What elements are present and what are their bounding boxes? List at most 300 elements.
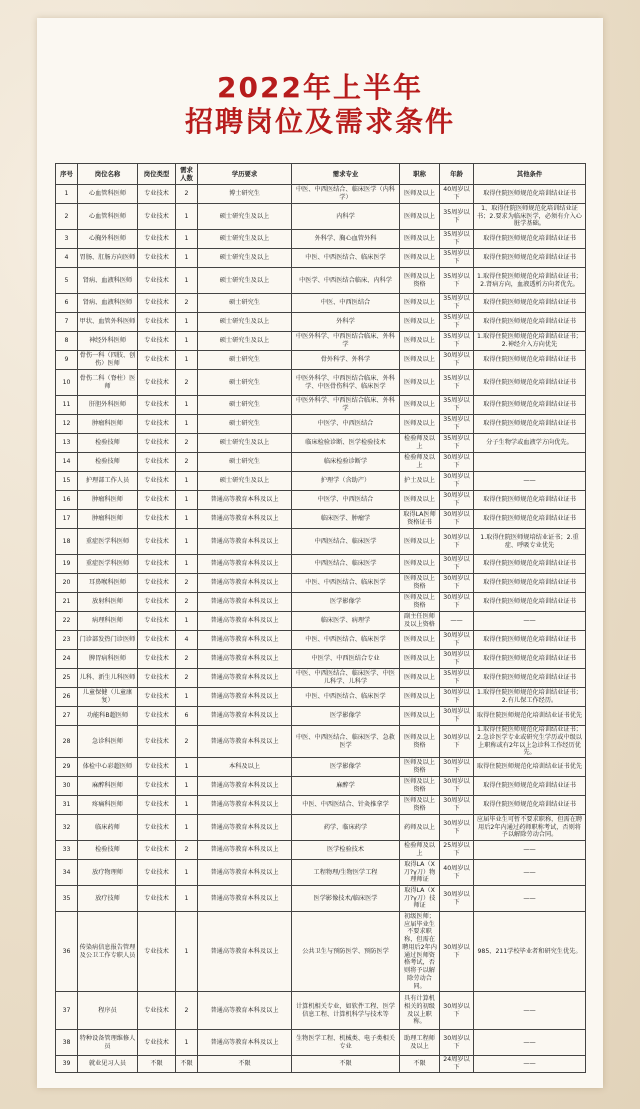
table-cell: 取得住院医师规范化培训结业证书	[474, 510, 586, 529]
table-cell: 儿科、新生儿科医师	[78, 669, 138, 688]
table-cell: 医师及以上资格	[400, 574, 440, 593]
table-cell: 2	[176, 434, 198, 453]
table-cell: 取得住院医师规范化培训结业证书	[474, 650, 586, 669]
table-cell: 不限	[198, 1056, 292, 1073]
table-cell: 医师及以上	[400, 707, 440, 726]
table-cell: 普通高等教育本科及以上	[198, 491, 292, 510]
table-cell: 24	[56, 650, 78, 669]
table-cell: 医师及以上资格	[400, 726, 440, 758]
table-cell: 普通高等教育本科及以上	[198, 631, 292, 650]
table-cell: 放疗技师	[78, 886, 138, 912]
table-row	[56, 453, 586, 472]
table-cell: 医师及以上	[400, 491, 440, 510]
table-cell: 35周岁以下	[440, 313, 474, 332]
table-cell: 医师及以上	[400, 631, 440, 650]
table-cell: ——	[474, 886, 586, 912]
table-cell: 专业技术	[138, 612, 176, 631]
table-cell: 30周岁以下	[440, 886, 474, 912]
table-cell: 1.取得住院医师规培结业证书；2.重症、呼吸专业优先	[474, 529, 586, 555]
table-row	[56, 555, 586, 574]
table-cell: 中医、中西医结合、临床医学	[292, 631, 400, 650]
table-cell: 医师及以上	[400, 185, 440, 204]
table-body	[56, 185, 586, 1073]
table-cell: 硕士研究生及以上	[198, 472, 292, 491]
table-cell: 35周岁以下	[440, 434, 474, 453]
table-cell: 1.取得住院医师规范化培训结业证书；2.肾病方向，血液透析方向者优先。	[474, 268, 586, 294]
table-cell: 34	[56, 860, 78, 886]
table-cell: 专业技术	[138, 510, 176, 529]
table-cell: 临床医学、病理学	[292, 612, 400, 631]
table-row	[56, 332, 586, 351]
table-cell: 1	[176, 688, 198, 707]
table-cell: 临床检验诊断学	[292, 453, 400, 472]
table-row	[56, 796, 586, 815]
table-cell: 专业技术	[138, 249, 176, 268]
table-cell: 普通高等教育本科及以上	[198, 612, 292, 631]
table-cell: 35周岁以下	[440, 396, 474, 415]
table-row	[56, 593, 586, 612]
table-cell: 计算机相关专业，如软件工程、医学信息工程、计算机科学与技术等	[292, 992, 400, 1030]
table-cell: 专业技术	[138, 650, 176, 669]
table-cell: 2	[56, 204, 78, 230]
table-row	[56, 777, 586, 796]
table-cell: ——	[440, 612, 474, 631]
table-cell: 1	[176, 612, 198, 631]
table-cell: 普通高等教育本科及以上	[198, 574, 292, 593]
table-cell: 硕士研究生及以上	[198, 249, 292, 268]
table-cell: 7	[56, 313, 78, 332]
table-cell: 1	[176, 249, 198, 268]
table-cell: 中医、中西医结合、临床医学、急救医学	[292, 726, 400, 758]
table-cell: 功能科B超医师	[78, 707, 138, 726]
table-cell: 中医、中西医结合、针灸推拿学	[292, 796, 400, 815]
table-cell: 特种设备管理维修人员	[78, 1030, 138, 1056]
table-cell: 1	[176, 230, 198, 249]
table-cell: 耳鼻喉科医师	[78, 574, 138, 593]
table-cell: 硕士研究生	[198, 453, 292, 472]
table-cell: 心血管科医师	[78, 204, 138, 230]
table-cell: 中医学、中西医结合	[292, 415, 400, 434]
table-cell: 38	[56, 1030, 78, 1056]
table-cell: 医师及以上资格	[400, 593, 440, 612]
table-cell: 专业技术	[138, 230, 176, 249]
table-cell: 硕士研究生及以上	[198, 204, 292, 230]
table-cell: 取得住院医师规范化培训结业证书	[474, 294, 586, 313]
table-cell: 29	[56, 758, 78, 777]
table-cell: 检验技师	[78, 841, 138, 860]
table-cell: 骨伤二科（脊柱）医师	[78, 370, 138, 396]
table-row	[56, 841, 586, 860]
table-cell: 取得住院医师规范化培训结业证书	[474, 669, 586, 688]
page-title: 招聘岗位及需求条件	[184, 105, 455, 138]
table-cell: 硕士研究生	[198, 294, 292, 313]
table-row	[56, 1030, 586, 1056]
table-cell: 药师及以上	[400, 815, 440, 841]
table-cell: 不限	[138, 1056, 176, 1073]
table-cell: 硕士研究生及以上	[198, 313, 292, 332]
table-cell: 1	[176, 351, 198, 370]
table-cell: 40周岁以下	[440, 185, 474, 204]
table-cell: 20	[56, 574, 78, 593]
table-cell: 36	[56, 912, 78, 992]
table-row	[56, 612, 586, 631]
table-cell: 中医、中西医结合、临床医学	[292, 249, 400, 268]
table-cell: 硕士研究生	[198, 370, 292, 396]
table-cell: 30周岁以下	[440, 631, 474, 650]
table-cell: 专业技术	[138, 529, 176, 555]
table-cell: 硕士研究生及以上	[198, 434, 292, 453]
table-cell: 35周岁以下	[440, 669, 474, 688]
table-cell: 5	[56, 268, 78, 294]
table-cell: 4	[56, 249, 78, 268]
table-cell: 心血管科医师	[78, 185, 138, 204]
table-cell: 35周岁以下	[440, 332, 474, 351]
table-cell: 医师及以上	[400, 529, 440, 555]
table-cell: 985、211学校毕业者和研究生优先。	[474, 912, 586, 992]
table-cell: 30周岁以下	[440, 593, 474, 612]
table-cell: 中医、中西医结合、临床医学、中医儿科学、儿科学	[292, 669, 400, 688]
table-cell: 中医外科学、中西医结合临床、外科学、中医骨伤科学、临床医学	[292, 370, 400, 396]
table-cell: 专业技术	[138, 370, 176, 396]
table-cell: 6	[176, 707, 198, 726]
table-cell: 16	[56, 491, 78, 510]
table-cell: 护理学（含助产）	[292, 472, 400, 491]
table-cell: 1	[176, 268, 198, 294]
table-cell: 检验师及以上	[400, 841, 440, 860]
table-cell: ——	[474, 860, 586, 886]
table-cell: 医师及以上	[400, 650, 440, 669]
table-cell: 25	[56, 669, 78, 688]
table-cell: 2	[176, 593, 198, 612]
table-row	[56, 313, 586, 332]
table-cell: 具有计算机相关的初级及以上职称。	[400, 992, 440, 1030]
table-row	[56, 688, 586, 707]
table-cell: 专业技术	[138, 886, 176, 912]
table-cell: 1	[176, 912, 198, 992]
table-cell: 助理工程师及以上	[400, 1030, 440, 1056]
table-cell: 医师及以上	[400, 351, 440, 370]
table-row	[56, 249, 586, 268]
table-cell: 医师及以上	[400, 249, 440, 268]
table-cell: 普通高等教育本科及以上	[198, 886, 292, 912]
table-cell: 专业技术	[138, 669, 176, 688]
table-cell: 14	[56, 453, 78, 472]
table-cell: 2	[176, 453, 198, 472]
table-cell: 专业技术	[138, 491, 176, 510]
table-cell: 专业技术	[138, 726, 176, 758]
table-cell: 初级医师；应届毕业生不要求职称，但需在聘用后2年内通过医师资格考试，否则将予以解除劳动合同。	[400, 912, 440, 992]
table-row	[56, 370, 586, 396]
table-cell: 24周岁以下	[440, 1056, 474, 1073]
table-cell: 麻醉科医师	[78, 777, 138, 796]
table-cell: 取得住院医师规范化培训结业证书	[474, 370, 586, 396]
table-cell: 2	[176, 370, 198, 396]
table-cell: 40周岁以下	[440, 860, 474, 886]
table-cell: 1	[176, 204, 198, 230]
table-cell: 取得住院医师规范化培训结业证书	[474, 415, 586, 434]
table-cell: 18	[56, 529, 78, 555]
table-cell: 普通高等教育本科及以上	[198, 726, 292, 758]
table-cell: 取得LA医师资格证书	[400, 510, 440, 529]
table-cell: 35周岁以下	[440, 249, 474, 268]
table-cell: 专业技术	[138, 815, 176, 841]
table-cell: 中医、中西医结合、临床医学（内科学）	[292, 185, 400, 204]
table-cell: 不限	[176, 1056, 198, 1073]
table-cell: 医学影像技术/临床医学	[292, 886, 400, 912]
table-cell: 专业技术	[138, 434, 176, 453]
table-cell: 公共卫生与预防医学、预防医学	[292, 912, 400, 992]
table-cell: 硕士研究生	[198, 351, 292, 370]
table-cell: 2	[176, 992, 198, 1030]
table-cell: 30周岁以下	[440, 574, 474, 593]
table-cell: 病理科医师	[78, 612, 138, 631]
table-cell: 神经外科医师	[78, 332, 138, 351]
table-cell: 1	[176, 510, 198, 529]
table-cell: ——	[474, 472, 586, 491]
table-cell: 心胸外科医师	[78, 230, 138, 249]
table-cell: 分子生物学或血液学方向优先。	[474, 434, 586, 453]
table-cell: 肝胆外科医师	[78, 396, 138, 415]
table-cell: 2	[176, 650, 198, 669]
table-cell: 中医、中西医结合	[292, 294, 400, 313]
header-cell: 其他条件	[474, 164, 586, 185]
table-cell: 12	[56, 415, 78, 434]
table-cell: 6	[56, 294, 78, 313]
table-cell: 30周岁以下	[440, 707, 474, 726]
table-cell: 专业技术	[138, 313, 176, 332]
table-cell: 30周岁以下	[440, 815, 474, 841]
table-cell: 1	[176, 1030, 198, 1056]
table-cell: 硕士研究生及以上	[198, 230, 292, 249]
table-row	[56, 912, 586, 992]
table-cell: 30周岁以下	[440, 510, 474, 529]
table-cell: 30周岁以下	[440, 688, 474, 707]
table-cell: ——	[474, 612, 586, 631]
table-cell: 专业技术	[138, 268, 176, 294]
table-cell: 17	[56, 510, 78, 529]
table-row	[56, 351, 586, 370]
table-cell: 体检中心彩超医师	[78, 758, 138, 777]
table-cell: 检验师及以上	[400, 434, 440, 453]
table-row	[56, 434, 586, 453]
table-cell: 取得住院医师规范化培训结业证书	[474, 777, 586, 796]
table-cell: 30周岁以下	[440, 491, 474, 510]
table-cell: 医师及以上	[400, 370, 440, 396]
table-cell: 就业见习人员	[78, 1056, 138, 1073]
table-cell: 普通高等教育本科及以上	[198, 796, 292, 815]
table-cell: 专业技术	[138, 593, 176, 612]
table-cell: 取得住院医师规范化培训结业证书	[474, 230, 586, 249]
table-cell: 医师及以上	[400, 332, 440, 351]
table-cell: 30周岁以下	[440, 758, 474, 777]
table-cell: 疼痛科医师	[78, 796, 138, 815]
table-cell: 医师及以上	[400, 396, 440, 415]
table-cell: 1	[176, 332, 198, 351]
table-cell: 35周岁以下	[440, 415, 474, 434]
table-cell: 28	[56, 726, 78, 758]
table-cell: 普通高等教育本科及以上	[198, 510, 292, 529]
table-cell: 临床医学、肿瘤学	[292, 510, 400, 529]
table-cell: 肿瘤科医师	[78, 491, 138, 510]
table-cell: 35周岁以下	[440, 370, 474, 396]
table-row	[56, 886, 586, 912]
table-cell: 专业技术	[138, 351, 176, 370]
table-cell: 传染病信息报告管理及公卫工作专职人员	[78, 912, 138, 992]
table-row	[56, 574, 586, 593]
table-cell: 应届毕业生可暂不要求职称，但需在聘用后2年内通过药师职称考试，否则将予以解除劳动合同。	[474, 815, 586, 841]
table-cell: 1.取得住院医师规范化培训结业证书；2.急诊医学专业或研究生学历或中级以上职称或有2年以上急诊科工作经历优先。	[474, 726, 586, 758]
table-cell: 专业技术	[138, 777, 176, 796]
table-cell: 临床检验诊断、医学检验技术	[292, 434, 400, 453]
table-cell: 取得住院医师规范化培训结业证书	[474, 185, 586, 204]
table-cell: 内科学	[292, 204, 400, 230]
table-cell: 23	[56, 631, 78, 650]
table-cell: 专业技术	[138, 860, 176, 886]
table-cell: 副主任医师及以上资格	[400, 612, 440, 631]
table-cell: 肿瘤科医师	[78, 415, 138, 434]
table-cell: 普通高等教育本科及以上	[198, 688, 292, 707]
table-cell: 甲状、血管外科医师	[78, 313, 138, 332]
table-cell: 11	[56, 396, 78, 415]
table-row	[56, 815, 586, 841]
table-cell: 取得住院医师规范化培训结业证书	[474, 631, 586, 650]
table-row	[56, 230, 586, 249]
table-cell: 不限	[400, 1056, 440, 1073]
table-cell: 中医学、中西医结合专业	[292, 650, 400, 669]
table-cell: 普通高等教育本科及以上	[198, 529, 292, 555]
table-cell: ——	[474, 1056, 586, 1073]
table-cell: 检验技师	[78, 453, 138, 472]
table-row	[56, 294, 586, 313]
table-cell: 工程物理/生物医学工程	[292, 860, 400, 886]
table-cell: 不限	[292, 1056, 400, 1073]
table-cell: 2	[176, 185, 198, 204]
table-cell: 中医外科学、中西医结合临床、外科学	[292, 332, 400, 351]
table-cell: 30周岁以下	[440, 650, 474, 669]
table-row	[56, 529, 586, 555]
table-cell: 中西医结合、临床医学	[292, 529, 400, 555]
table-cell: 取得LA（X刀?γ刀）物理师证	[400, 860, 440, 886]
table-cell: ——	[474, 1030, 586, 1056]
table-cell: 30周岁以下	[440, 912, 474, 992]
table-cell: 专业技术	[138, 796, 176, 815]
table-cell: 30周岁以下	[440, 1030, 474, 1056]
table-cell: 1	[176, 415, 198, 434]
table-cell: 医学影像学	[292, 707, 400, 726]
table-cell: 取得住院医师规范化培训结业证书	[474, 351, 586, 370]
table-cell: 护理部工作人员	[78, 472, 138, 491]
table-row	[56, 268, 586, 294]
table-cell: 普通高等教育本科及以上	[198, 669, 292, 688]
table-cell: 30周岁以下	[440, 529, 474, 555]
table-row	[56, 472, 586, 491]
table-cell: 药学、临床药学	[292, 815, 400, 841]
table-cell: 医师及以上资格	[400, 777, 440, 796]
table-row	[56, 758, 586, 777]
table-cell: 急诊科医师	[78, 726, 138, 758]
table-cell: 专业技术	[138, 912, 176, 992]
table-cell: 取得住院医师规范化培训结业证书	[474, 593, 586, 612]
table-cell: 30周岁以下	[440, 453, 474, 472]
table-cell: 胃肠、肛肠方向医师	[78, 249, 138, 268]
table-cell: 博士研究生	[198, 185, 292, 204]
table-cell: 医师及以上	[400, 204, 440, 230]
table-cell: 医师及以上	[400, 313, 440, 332]
table-cell: 专业技术	[138, 631, 176, 650]
table-cell: 普通高等教育本科及以上	[198, 1030, 292, 1056]
table-cell: 专业技术	[138, 992, 176, 1030]
table-row	[56, 491, 586, 510]
table-cell: 27	[56, 707, 78, 726]
table-cell: 普通高等教育本科及以上	[198, 860, 292, 886]
table-cell: 35周岁以下	[440, 204, 474, 230]
table-cell: 普通高等教育本科及以上	[198, 992, 292, 1030]
table-cell: 普通高等教育本科及以上	[198, 707, 292, 726]
poster-card	[37, 18, 603, 1088]
table-cell: 1、取得住院医师规范化培训结业证书；2.要求为临床医学，必须有介入心脏学基础。	[474, 204, 586, 230]
table-cell: 1	[176, 555, 198, 574]
table-cell: 硕士研究生	[198, 396, 292, 415]
table-cell: 取得住院医师规范化培训结业证书优先	[474, 758, 586, 777]
table-cell: 专业技术	[138, 453, 176, 472]
table-cell: 骨外科学、外科学	[292, 351, 400, 370]
table-cell: 医师及以上	[400, 415, 440, 434]
table-cell: 中医、中西医结合、临床医学	[292, 574, 400, 593]
table-cell: 15	[56, 472, 78, 491]
table-cell: 专业技术	[138, 294, 176, 313]
table-cell: 外科学、胸心血管外科	[292, 230, 400, 249]
table-cell: 13	[56, 434, 78, 453]
table-cell: 9	[56, 351, 78, 370]
table-cell: 中西医结合、临床医学	[292, 555, 400, 574]
table-cell: 33	[56, 841, 78, 860]
table-cell: 脾胃病科医师	[78, 650, 138, 669]
table-cell: 硕士研究生及以上	[198, 268, 292, 294]
table-cell: 专业技术	[138, 332, 176, 351]
table-cell: 2	[176, 574, 198, 593]
table-cell: 2	[176, 669, 198, 688]
header-cell: 职称	[400, 164, 440, 185]
table-cell: 麻醉学	[292, 777, 400, 796]
table-cell: 中医外科学、中西医结合临床、外科学	[292, 396, 400, 415]
table-cell: 专业技术	[138, 688, 176, 707]
table-cell: 医师及以上	[400, 230, 440, 249]
table-cell: 本科及以上	[198, 758, 292, 777]
table-cell: 专业技术	[138, 758, 176, 777]
table-cell: 30	[56, 777, 78, 796]
table-cell: 1	[176, 860, 198, 886]
table-cell: 中医学、中西医结合临床、内科学	[292, 268, 400, 294]
table-cell: 30周岁以下	[440, 472, 474, 491]
table-cell: 1	[176, 529, 198, 555]
table-cell: 普通高等教育本科及以上	[198, 815, 292, 841]
table-cell: 10	[56, 370, 78, 396]
table-cell: 取得住院医师规范化培训结业证书	[474, 574, 586, 593]
table-cell: 医学影像学	[292, 593, 400, 612]
table-cell: 30周岁以下	[440, 777, 474, 796]
table-cell: 21	[56, 593, 78, 612]
table-cell: 中医、中西医结合、临床医学	[292, 688, 400, 707]
table-cell: 32	[56, 815, 78, 841]
table-cell: 取得住院医师规范化培训结业证书	[474, 796, 586, 815]
table-cell: 取得住院医师规范化培训结业证书	[474, 313, 586, 332]
table-cell: 普通高等教育本科及以上	[198, 912, 292, 992]
table-cell: ——	[474, 992, 586, 1030]
table-cell: 35周岁以下	[440, 230, 474, 249]
table-cell: 30周岁以下	[440, 796, 474, 815]
table-cell: 普通高等教育本科及以上	[198, 555, 292, 574]
table-row	[56, 669, 586, 688]
